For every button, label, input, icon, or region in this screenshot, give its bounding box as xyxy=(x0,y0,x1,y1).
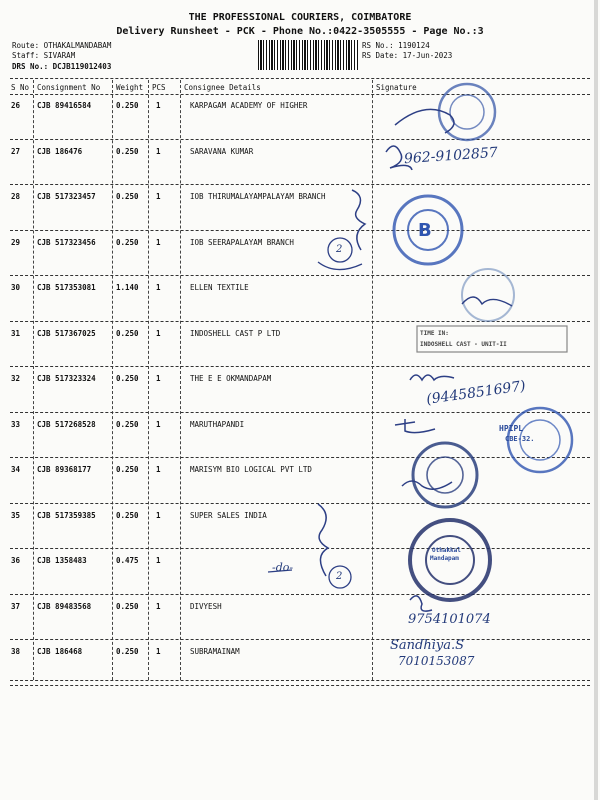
stamp-time-in: TIME IN: xyxy=(420,330,449,337)
row-sno: 34 xyxy=(11,465,21,474)
row-pcs: 1 xyxy=(156,510,161,520)
row-pcs: 1 xyxy=(156,374,161,383)
row-consignment-no: CJB 517367025 xyxy=(37,328,96,338)
signature-stroke xyxy=(402,481,452,489)
row-weight: 0.250 xyxy=(116,192,139,201)
row-consignee: ELLEN TEXTILE xyxy=(190,283,249,292)
signature-stroke xyxy=(395,419,435,433)
row-weight: 0.250 xyxy=(116,328,139,338)
row-sno: 37 xyxy=(11,601,21,611)
stamp-center-line2: Mandapam xyxy=(430,555,459,562)
row-weight: 0.250 xyxy=(116,419,139,429)
circled-number: 2 xyxy=(336,571,343,582)
seal-stamp xyxy=(413,443,477,507)
row-pcs: 1 xyxy=(156,465,161,474)
drs-number: DRS No.: DCJB119012403 xyxy=(12,62,112,71)
row-weight: 0.250 xyxy=(116,146,139,156)
row-sno: 35 xyxy=(11,510,21,520)
row-pcs: 1 xyxy=(156,283,161,292)
row-sno: 31 xyxy=(11,328,21,338)
handwritten-phone: 9754101074 xyxy=(408,612,491,627)
row-consignment-no: CJB 517323324 xyxy=(37,374,96,383)
col-consignee: Consignee Details xyxy=(184,83,261,92)
handwritten-phone: 962-9102857 xyxy=(403,144,499,168)
row-sno: 29 xyxy=(11,237,21,247)
row-weight: 0.250 xyxy=(116,374,139,383)
row-sno: 28 xyxy=(11,192,21,201)
row-consignee: MARUTHAPANDI xyxy=(190,419,245,429)
stamp-hpipl: HPIPL xyxy=(499,424,524,433)
row-consignment-no: CJB 89368177 xyxy=(37,465,92,474)
signature-stroke xyxy=(410,596,432,611)
company-title: THE PROFESSIONAL COURIERS, COIMBATORE xyxy=(188,12,412,23)
row-consignment-no: CJB 517268528 xyxy=(37,419,96,429)
signature-stroke xyxy=(318,262,362,270)
handwritten-phone: (9445851697) xyxy=(425,378,527,408)
col-sno: S No xyxy=(11,83,30,92)
row-pcs: 1 xyxy=(156,419,161,429)
table-bottom-rule xyxy=(10,680,590,681)
rs-date: RS Date: 17-Jun-2023 xyxy=(362,51,453,60)
row-consignment-no: CJB 517323456 xyxy=(37,237,96,247)
row-consignee: KARPAGAM ACADEMY OF HIGHER xyxy=(190,101,308,110)
row-weight: 0.475 xyxy=(116,556,139,565)
circled-number: 2 xyxy=(336,244,343,255)
bracket-mark xyxy=(318,504,328,576)
stamp-indoshell: INDOSHELL CAST - UNIT-II xyxy=(420,341,507,348)
row-consignee: DIVYESH xyxy=(190,601,222,611)
row-consignee: IOB THIRUMALAYAMPALAYAM BRANCH xyxy=(190,192,326,201)
stamp-hpipl-cbe: CBE-32. xyxy=(505,435,535,443)
row-sno: 26 xyxy=(11,101,21,110)
row-consignment-no: CJB 517323457 xyxy=(37,192,96,201)
row-consignment-no: CJB 186468 xyxy=(37,647,83,656)
seal-stamp xyxy=(450,95,484,129)
row-pcs: 1 xyxy=(156,101,161,110)
row-weight: 0.250 xyxy=(116,237,139,247)
signature-stroke xyxy=(462,297,512,306)
row-sno: 33 xyxy=(11,419,21,429)
row-weight: 1.140 xyxy=(116,283,139,292)
row-consignment-no: CJB 1358483 xyxy=(37,556,87,565)
bracket-mark xyxy=(352,190,365,250)
row-sno: 32 xyxy=(11,374,21,383)
col-pcs: PCS xyxy=(152,83,166,92)
col-weight: Weight xyxy=(116,83,144,92)
iob-logo: B xyxy=(418,220,432,241)
handwritten-name: Sandhiya.S xyxy=(390,638,465,653)
row-consignment-no: CJB 89483568 xyxy=(37,601,92,611)
handwritten-ditto: -do- xyxy=(272,561,294,574)
row-weight: 0.250 xyxy=(116,601,139,611)
staff-label: Staff: SIVARAM xyxy=(12,51,76,60)
row-sno: 38 xyxy=(11,647,21,656)
row-consignee: INDOSHELL CAST P LTD xyxy=(190,328,281,338)
row-pcs: 1 xyxy=(156,146,161,156)
col-signature: Signature xyxy=(376,83,417,92)
row-pcs: 1 xyxy=(156,556,161,565)
row-consignee: IOB SEERAPALAYAM BRANCH xyxy=(190,237,294,247)
row-consignee: MARISYM BIO LOGICAL PVT LTD xyxy=(190,465,312,474)
route-label: Route: OTHAKALMANDABAM xyxy=(12,41,112,50)
row-weight: 0.250 xyxy=(116,647,139,656)
row-sno: 27 xyxy=(11,146,21,156)
row-consignment-no: CJB 517353081 xyxy=(37,283,96,292)
row-consignee: SUPER SALES INDIA xyxy=(190,510,267,520)
seal-stamp xyxy=(462,269,514,321)
runsheet-subtitle: Delivery Runsheet - PCK - Phone No.:0422-3505555 - Page No.:3 xyxy=(116,26,484,37)
row-consignment-no: CJB 517359385 xyxy=(37,510,96,520)
seal-stamp xyxy=(427,457,463,493)
row-weight: 0.250 xyxy=(116,101,139,110)
handwritten-phone: 7010153087 xyxy=(398,654,475,668)
row-weight: 0.250 xyxy=(116,510,139,520)
signature-stroke xyxy=(410,375,454,380)
row-pcs: 1 xyxy=(156,647,161,656)
row-pcs: 1 xyxy=(156,601,161,611)
row-consignee: THE E E OKMANDAPAM xyxy=(190,374,272,383)
row-consignee: SUBRAMAINAM xyxy=(190,647,240,656)
stamp-center-line1: Othakkal xyxy=(432,547,461,554)
row-consignee: SARAVANA KUMAR xyxy=(190,146,254,156)
row-pcs: 1 xyxy=(156,328,161,338)
row-weight: 0.250 xyxy=(116,465,139,474)
row-pcs: 1 xyxy=(156,192,161,201)
row-sno: 36 xyxy=(11,556,21,565)
row-consignment-no: CJB 89416584 xyxy=(37,101,92,110)
col-consignment: Consignment No xyxy=(37,83,101,92)
row-consignment-no: CJB 186476 xyxy=(37,146,83,156)
rs-number: RS No.: 1190124 xyxy=(362,41,430,50)
row-sno: 30 xyxy=(11,283,21,292)
row-pcs: 1 xyxy=(156,237,161,247)
